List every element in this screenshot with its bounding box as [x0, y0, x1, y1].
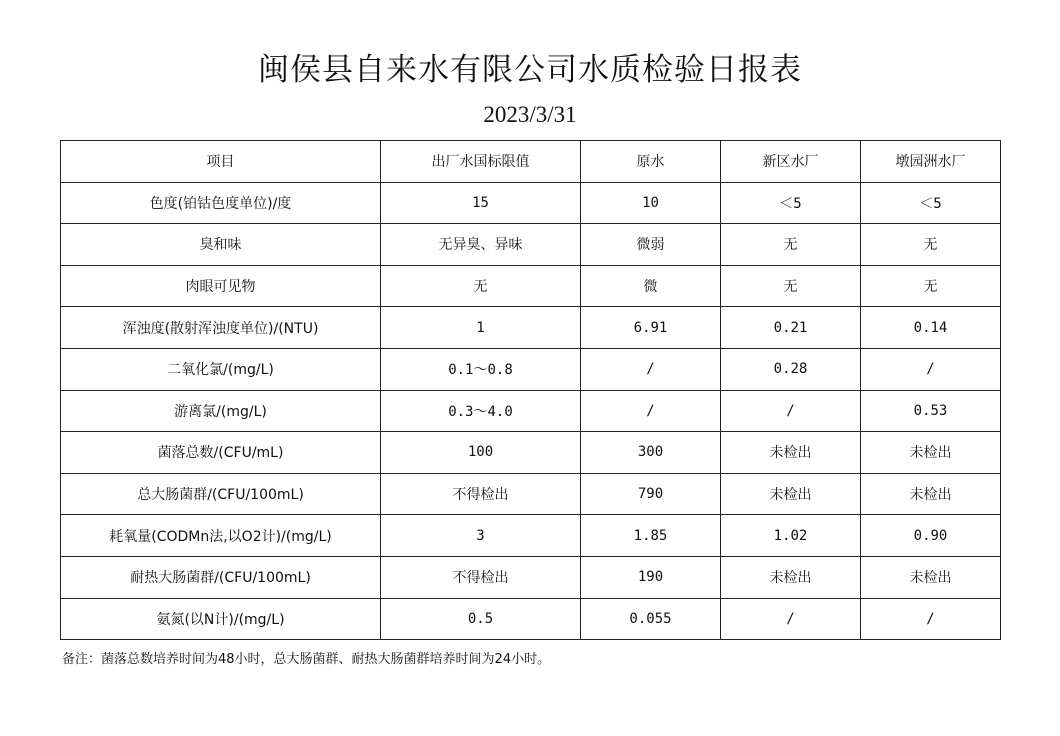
- cell-item: 耐热大肠菌群/(CFU/100mL): [61, 556, 381, 598]
- cell-national-limit: 无异臭、异味: [381, 224, 581, 266]
- cell-item: 总大肠菌群/(CFU/100mL): [61, 473, 381, 515]
- cell-raw-water: 790: [581, 473, 721, 515]
- cell-xinqu-plant: 1.02: [721, 515, 861, 557]
- footnote: 备注：菌落总数培养时间为48小时，总大肠菌群、耐热大肠菌群培养时间为24小时。: [62, 652, 551, 667]
- cell-item: 肉眼可见物: [61, 265, 381, 307]
- cell-xinqu-plant: 无: [721, 224, 861, 266]
- report-title: 闽侯县自来水有限公司水质检验日报表: [258, 52, 802, 88]
- cell-item: 二氧化氯/(mg/L): [61, 348, 381, 390]
- cell-national-limit: 不得检出: [381, 556, 581, 598]
- table-body: [61, 182, 1001, 640]
- header-xinqu-plant: 新区水厂: [721, 141, 861, 183]
- cell-xinqu-plant: 无: [721, 265, 861, 307]
- report-date: 2023/3/31: [483, 102, 577, 127]
- cell-xinqu-plant: 未检出: [721, 556, 861, 598]
- cell-item: 氨氮(以N计)/(mg/L): [61, 598, 381, 640]
- cell-national-limit: 1: [381, 307, 581, 349]
- cell-item: 臭和味: [61, 224, 381, 266]
- cell-dunyuanzhou-plant: 0.53: [861, 390, 1001, 432]
- cell-raw-water: 300: [581, 432, 721, 474]
- table-row: [61, 348, 1001, 390]
- cell-raw-water: 微: [581, 265, 721, 307]
- table-header-row: [61, 141, 1001, 183]
- cell-raw-water: 10: [581, 182, 721, 224]
- header-raw-water: 原水: [581, 141, 721, 183]
- cell-raw-water: /: [581, 348, 721, 390]
- table-row: [61, 224, 1001, 266]
- cell-raw-water: 0.055: [581, 598, 721, 640]
- cell-xinqu-plant: /: [721, 390, 861, 432]
- cell-dunyuanzhou-plant: 未检出: [861, 556, 1001, 598]
- cell-national-limit: 0.1～0.8: [381, 348, 581, 390]
- cell-dunyuanzhou-plant: ＜5: [861, 182, 1001, 224]
- cell-dunyuanzhou-plant: 未检出: [861, 473, 1001, 515]
- header-national-limit: 出厂水国标限值: [381, 141, 581, 183]
- cell-dunyuanzhou-plant: 无: [861, 224, 1001, 266]
- cell-item: 耗氧量(CODMn法,以O2计)/(mg/L): [61, 515, 381, 557]
- cell-xinqu-plant: 0.28: [721, 348, 861, 390]
- cell-national-limit: 0.5: [381, 598, 581, 640]
- cell-dunyuanzhou-plant: 无: [861, 265, 1001, 307]
- cell-national-limit: 3: [381, 515, 581, 557]
- cell-dunyuanzhou-plant: 0.90: [861, 515, 1001, 557]
- table-row: [61, 473, 1001, 515]
- table-row: [61, 182, 1001, 224]
- cell-national-limit: 0.3～4.0: [381, 390, 581, 432]
- cell-dunyuanzhou-plant: /: [861, 598, 1001, 640]
- cell-item: 浑浊度(散射浑浊度单位)/(NTU): [61, 307, 381, 349]
- table-row: [61, 432, 1001, 474]
- cell-national-limit: 100: [381, 432, 581, 474]
- table-row: [61, 515, 1001, 557]
- cell-xinqu-plant: /: [721, 598, 861, 640]
- cell-xinqu-plant: 未检出: [721, 432, 861, 474]
- cell-xinqu-plant: 未检出: [721, 473, 861, 515]
- cell-raw-water: 190: [581, 556, 721, 598]
- cell-national-limit: 不得检出: [381, 473, 581, 515]
- table-row: [61, 390, 1001, 432]
- cell-item: 色度(铂钴色度单位)/度: [61, 182, 381, 224]
- cell-raw-water: 微弱: [581, 224, 721, 266]
- cell-raw-water: /: [581, 390, 721, 432]
- cell-item: 游离氯/(mg/L): [61, 390, 381, 432]
- cell-raw-water: 6.91: [581, 307, 721, 349]
- table-row: [61, 598, 1001, 640]
- cell-xinqu-plant: ＜5: [721, 182, 861, 224]
- cell-xinqu-plant: 0.21: [721, 307, 861, 349]
- cell-dunyuanzhou-plant: 未检出: [861, 432, 1001, 474]
- water-quality-table: [60, 140, 1001, 640]
- cell-raw-water: 1.85: [581, 515, 721, 557]
- header-dunyuanzhou-plant: 墩园洲水厂: [861, 141, 1001, 183]
- table-row: [61, 307, 1001, 349]
- table-row: [61, 556, 1001, 598]
- table-row: [61, 265, 1001, 307]
- cell-dunyuanzhou-plant: /: [861, 348, 1001, 390]
- header-item: 项目: [61, 141, 381, 183]
- cell-dunyuanzhou-plant: 0.14: [861, 307, 1001, 349]
- cell-national-limit: 无: [381, 265, 581, 307]
- cell-national-limit: 15: [381, 182, 581, 224]
- cell-item: 菌落总数/(CFU/mL): [61, 432, 381, 474]
